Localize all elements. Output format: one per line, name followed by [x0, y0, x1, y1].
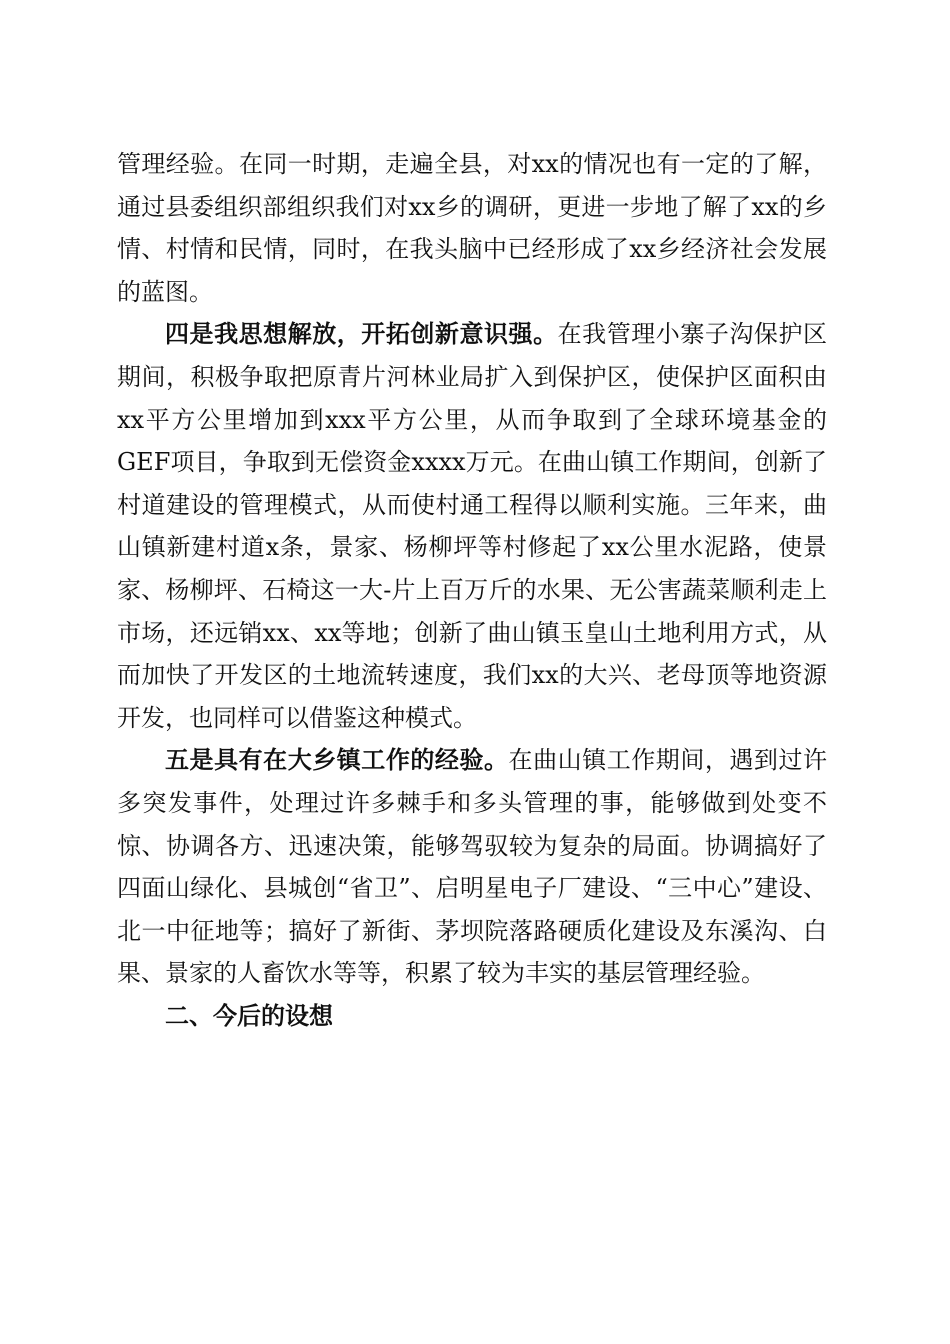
paragraph-point-four: [117, 313, 827, 739]
paragraph-point-five: [117, 739, 827, 995]
document-body: [117, 143, 827, 1037]
paragraph-lead: 四是我思想解放，开拓创新意识强。: [165, 319, 558, 349]
paragraph-text: 管理经验。在同一时期，走遍全县，对xx的情况也有一定的了解，通过县委组织部组织我们对xx乡的调研，更进一步地了解了xx的乡情、村情和民情，同时，在我头脑中已经形成了xx乡经济社会发展的蓝图。: [117, 150, 827, 306]
section-heading: 二、今后的设想: [165, 1000, 333, 1030]
paragraph-text: 在曲山镇工作期间，遇到过许多突发事件，处理过许多棘手和多头管理的事，能够做到处变不惊、协调各方、迅速决策，能够驾驭较为复杂的局面。协调搞好了四面山绿化、县城创“省卫”、启明星电子厂建设、“三中心”建设、北一中征地等；搞好了新街、茅坝院落路硬质化建设及东溪沟、白果、景家的人畜饮水等等，积累了较为丰实的基层管理经验。: [117, 746, 828, 988]
paragraph-text: 在我管理小寨子沟保护区期间，积极争取把原青片河林业局扩入到保护区，使保护区面积由xx平方公里增加到xxx平方公里，从而争取到了全球环境基金的GEF项目，争取到无偿资金xxxx万元。在曲山镇工作期间，创新了村道建设的管理模式，从而使村通工程得以顺利实施。三年来，曲山镇新建村道x条，景家、杨柳坪等村修起了xx公里水泥路，使景家、杨柳坪、石椅这一大-片上百万斤的水果、无公害蔬菜顺利走上市场，还远销xx、xx等地；创新了曲山镇玉皇山土地利用方式，从而加快了开发区的土地流转速度，我们xx的大兴、老母顶等地资源开发，也同样可以借鉴这种模式。: [117, 320, 828, 732]
paragraph-continuation: [117, 143, 827, 313]
paragraph-lead: 五是具有在大乡镇工作的经验。: [165, 745, 509, 775]
